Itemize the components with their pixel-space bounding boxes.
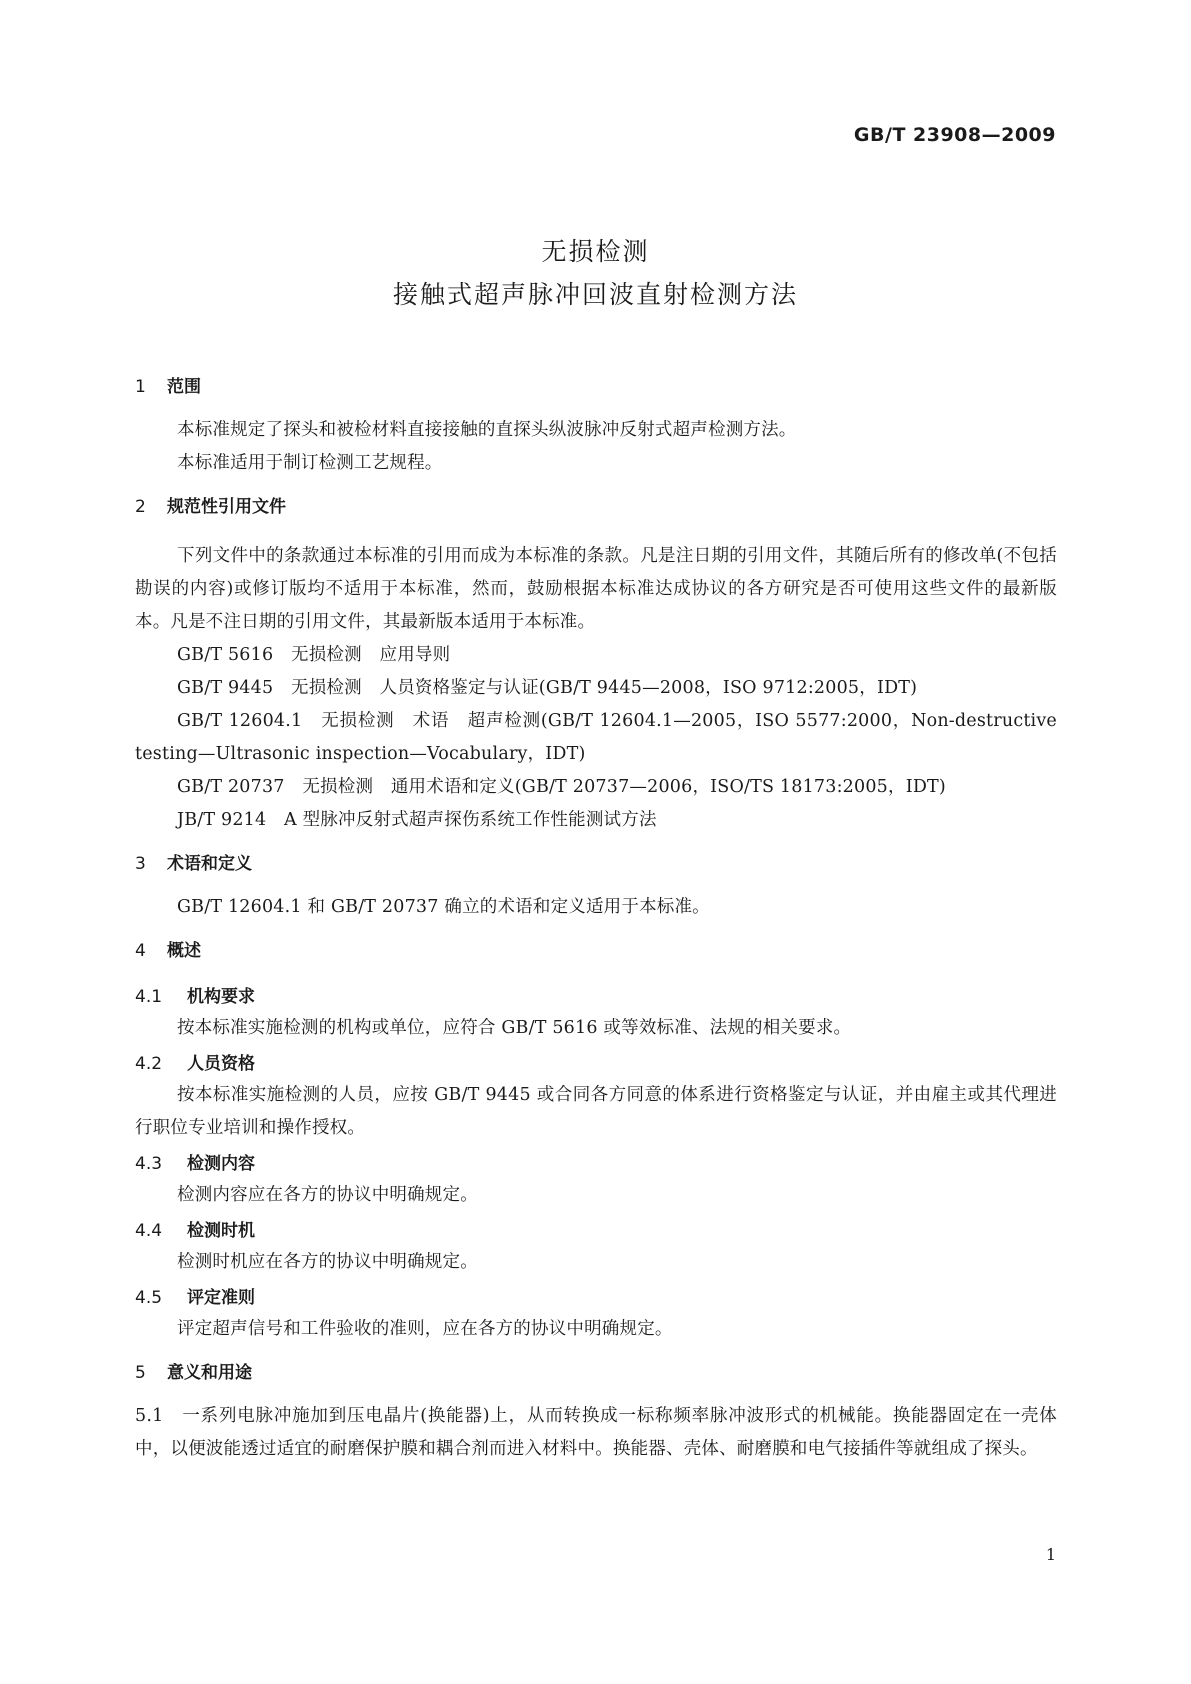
normative-reference: GB/T 20737 无损检测 通用术语和定义(GB/T 20737—2006，ISO/TS 18173:2005，IDT) bbox=[177, 777, 946, 797]
paragraph: 本标准规定了探头和被检材料直接接触的直探头纵波脉冲反射式超声检测方法。 bbox=[177, 420, 797, 440]
page-number: 1 bbox=[1045, 1545, 1056, 1564]
subsection-number: 4.2 bbox=[135, 1054, 163, 1074]
subsection-number: 4.3 bbox=[135, 1154, 163, 1174]
paragraph: 下列文件中的条款通过本标准的引用而成为本标准的条款。凡是注日期的引用文件，其随后所有的修改单(不包括勘误的内容)或修订版均不适用于本标准，然而，鼓励根据本标准达成协议的各方研究是否可使用这些文件的最新版本。凡是不注日期的引用文件，其最新版本适用于本标准。 bbox=[135, 546, 1057, 632]
document-title-line1: 无损检测 bbox=[541, 237, 650, 266]
subsection-number: 4.1 bbox=[135, 987, 163, 1007]
paragraph: GB/T 12604.1 和 GB/T 20737 确立的术语和定义适用于本标准。 bbox=[177, 897, 710, 917]
section-number: 4 bbox=[135, 941, 146, 961]
normative-reference: JB/T 9214 A 型脉冲反射式超声探伤系统工作性能测试方法 bbox=[177, 810, 657, 830]
document-title-line2: 接触式超声脉冲回波直射检测方法 bbox=[392, 280, 798, 309]
subsection-4-4-heading bbox=[135, 1216, 1057, 1246]
section-number: 5 bbox=[135, 1363, 146, 1383]
normative-reference: GB/T 5616 无损检测 应用导则 bbox=[177, 645, 451, 665]
subsection-title: 人员资格 bbox=[187, 1054, 255, 1074]
section-5-heading bbox=[135, 1354, 1057, 1392]
clause-number: 5.1 bbox=[135, 1406, 164, 1426]
clause-text: 一系列电脉冲施加到压电晶片(换能器)上，从而转换成一标称频率脉冲波形式的机械能。换能器固定在一壳体中，以便波能透过适宜的耐磨保护膜和耦合剂而进入材料中。换能器、壳体、耐磨膜和电气接插件等就组成了探头。 bbox=[135, 1406, 1058, 1459]
paragraph: 检测内容应在各方的协议中明确规定。 bbox=[177, 1185, 478, 1205]
subsection-number: 4.5 bbox=[135, 1288, 163, 1308]
subsection-number: 4.4 bbox=[135, 1221, 163, 1241]
section-number: 1 bbox=[135, 377, 146, 397]
paragraph-5-1 bbox=[135, 1400, 1057, 1466]
normative-reference: GB/T 12604.1 无损检测 术语 超声检测(GB/T 12604.1—2005，ISO 5577:2000，Non-destructive testing—Ultrasonic inspection—Vocabulary，IDT) bbox=[135, 711, 1057, 764]
section-title: 术语和定义 bbox=[167, 854, 252, 874]
subsection-4-3-heading bbox=[135, 1149, 1057, 1179]
section-4-heading bbox=[135, 932, 1057, 970]
paragraph: 检测时机应在各方的协议中明确规定。 bbox=[177, 1252, 478, 1272]
section-2-heading bbox=[135, 488, 1057, 526]
section-number: 2 bbox=[135, 497, 146, 517]
subsection-title: 检测内容 bbox=[187, 1154, 255, 1174]
section-3-heading bbox=[135, 845, 1057, 883]
document-body bbox=[135, 368, 1057, 1466]
paragraph: 按本标准实施检测的机构或单位，应符合 GB/T 5616 或等效标准、法规的相关要求。 bbox=[177, 1018, 852, 1038]
section-1-heading bbox=[135, 368, 1057, 406]
subsection-title: 检测时机 bbox=[187, 1221, 255, 1241]
paragraph: 评定超声信号和工件验收的准则，应在各方的协议中明确规定。 bbox=[177, 1319, 673, 1339]
subsection-title: 机构要求 bbox=[187, 987, 255, 1007]
subsection-4-5-heading bbox=[135, 1283, 1057, 1313]
section-title: 概述 bbox=[167, 941, 201, 961]
section-title: 意义和用途 bbox=[167, 1363, 252, 1383]
section-title: 范围 bbox=[167, 377, 201, 397]
section-title: 规范性引用文件 bbox=[167, 497, 286, 517]
standard-number: GB/T 23908—2009 bbox=[853, 124, 1056, 146]
subsection-4-2-heading bbox=[135, 1049, 1057, 1079]
subsection-4-1-heading bbox=[135, 982, 1057, 1012]
normative-reference: GB/T 9445 无损检测 人员资格鉴定与认证(GB/T 9445—2008，ISO 9712:2005，IDT) bbox=[177, 678, 918, 698]
subsection-title: 评定准则 bbox=[187, 1288, 255, 1308]
section-number: 3 bbox=[135, 854, 146, 874]
paragraph: 本标准适用于制订检测工艺规程。 bbox=[177, 453, 443, 473]
paragraph: 按本标准实施检测的人员，应按 GB/T 9445 或合同各方同意的体系进行资格鉴定与认证，并由雇主或其代理进行职位专业培训和操作授权。 bbox=[135, 1085, 1057, 1138]
